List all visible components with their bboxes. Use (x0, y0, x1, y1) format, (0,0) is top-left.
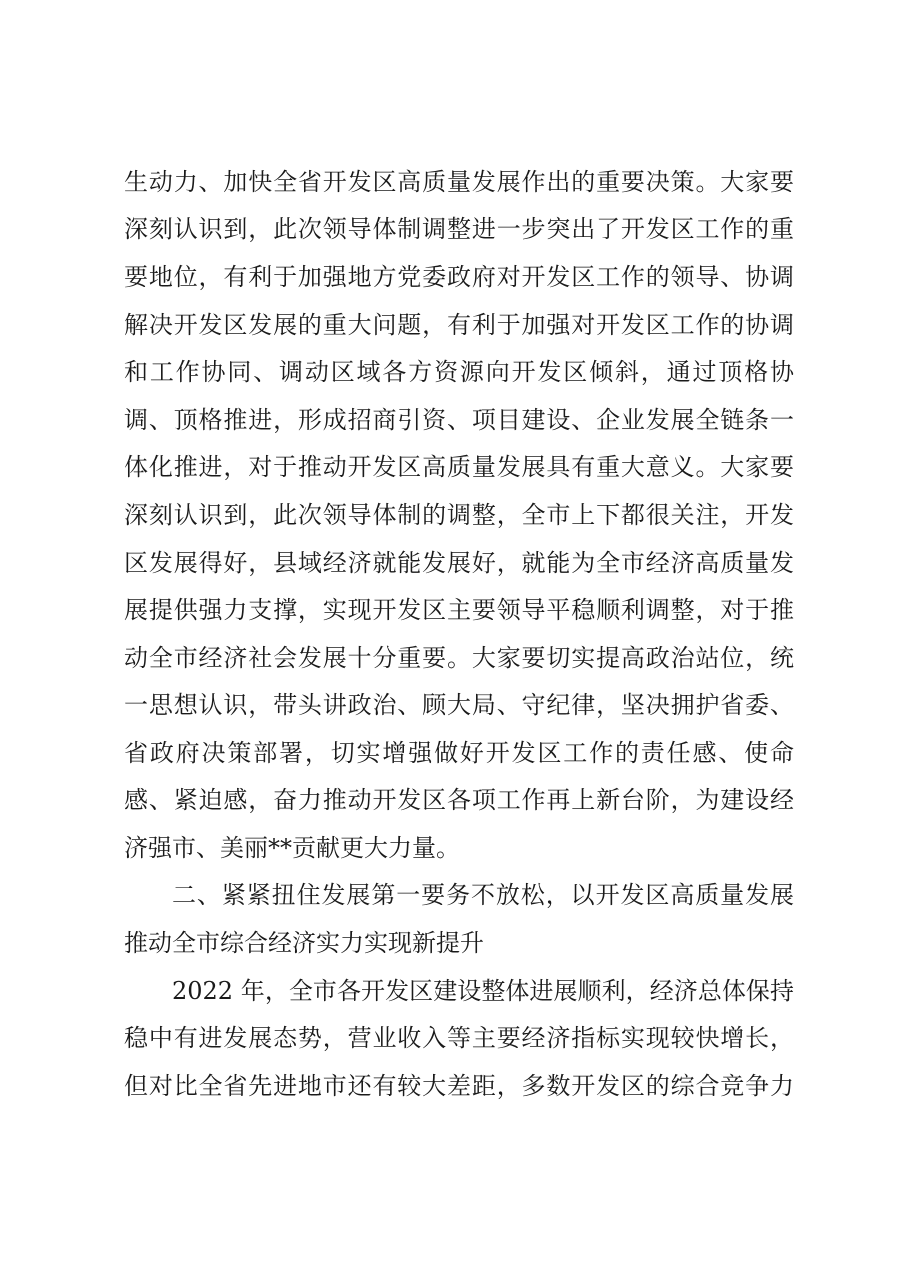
paragraph-line: 生动力、加快全省开发区高质量发展作出的重要决策。大家要 (124, 168, 794, 196)
paragraph-line: 2022 年，全市各开发区建设整体进展顺利，经济总体保持 (172, 977, 794, 1005)
paragraph-line: 要地位，有利于加强地方党委政府对开发区工作的领导、协调 (124, 263, 794, 291)
paragraph-line: 和工作协同、调动区域各方资源向开发区倾斜，通过顶格协 (124, 358, 794, 386)
paragraph-line: 展提供强力支撑，实现开发区主要领导平稳顺利调整，对于推 (124, 596, 794, 624)
paragraph-line: 济强市、美丽**贡献更大力量。 (124, 834, 460, 862)
paragraph-line: 一思想认识，带头讲政治、顾大局、守纪律，坚决拥护省委、 (124, 691, 794, 719)
paragraph-line: 稳中有进发展态势，营业收入等主要经济指标实现较快增长， (124, 1024, 794, 1052)
paragraph-line: 省政府决策部署，切实增强做好开发区工作的责任感、使命 (124, 739, 794, 767)
paragraph-line: 区发展得好，县域经济就能发展好，就能为全市经济高质量发 (124, 549, 794, 577)
paragraph-line: 体化推进，对于推动开发区高质量发展具有重大意义。大家要 (124, 453, 794, 481)
paragraph-line: 深刻认识到，此次领导体制调整进一步突出了开发区工作的重 (124, 215, 794, 243)
paragraph-line: 但对比全省先进地市还有较大差距，多数开发区的综合竞争力 (124, 1072, 794, 1100)
heading-line: 二、紧紧扭住发展第一要务不放松，以开发区高质量发展 (172, 881, 794, 909)
paragraph-line: 深刻认识到，此次领导体制的调整，全市上下都很关注，开发 (124, 501, 794, 529)
paragraph-line: 感、紧迫感，奋力推动开发区各项工作再上新台阶，为建设经 (124, 786, 794, 814)
paragraph-line: 调、顶格推进，形成招商引资、项目建设、企业发展全链条一 (124, 406, 794, 434)
heading-line: 推动全市综合经济实力实现新提升 (124, 929, 484, 957)
paragraph-line: 解决开发区发展的重大问题，有利于加强对开发区工作的协调 (124, 311, 794, 339)
paragraph-line: 动全市经济社会发展十分重要。大家要切实提高政治站位，统 (124, 644, 794, 672)
